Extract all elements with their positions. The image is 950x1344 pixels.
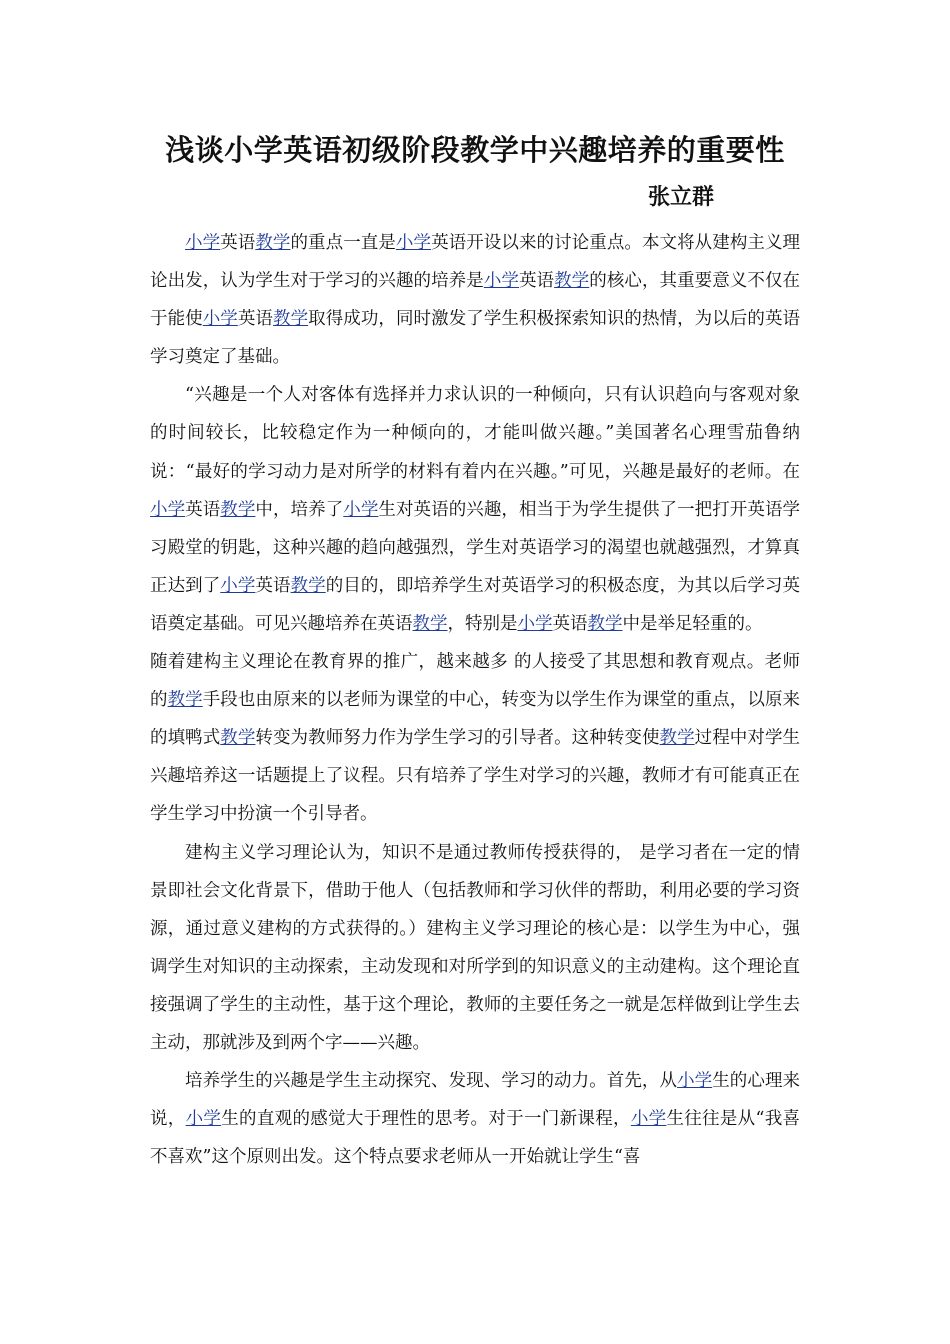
paragraph-text: 取得成功，同时激发了学生积极探索知识的热情，为以后的英语学习奠定了基础。 [150, 309, 801, 368]
paragraph-text: 中，培养了 [255, 499, 344, 520]
keyword-link[interactable]: 教学 [587, 613, 623, 634]
document-title: 浅谈小学英语初级阶段教学中兴趣培养的重要性 [165, 133, 785, 167]
paragraph-text: 英语 [255, 575, 291, 596]
paragraph-text: 生对英语的兴趣，相当于为学生提供了一把打开英语学习殿堂的钥匙，这种兴趣的趋向越强烈，学生对英语学习的渴望也就越强烈，才算真正达到了 [150, 499, 801, 596]
keyword-link[interactable]: 小学 [343, 499, 379, 520]
paragraph [150, 376, 800, 643]
paragraph-text: 建构主义学习理论认为，知识不是通过教师传授获得的， 是学习者在一定的情景即社会文化背景下，借助于他人（包括教师和学习伙伴的帮助，利用必要的学习资源，通过意义建构的方式获得的。）建构主义学习理论的核心是：以学生为中心，强调学生对知识的主动探索，主动发现和对所学到的知识意义的主动建构。这个理论直接强调了学生的主动性，基于这个理论，教师的主要任务之一就是怎样做到让学生去主动，那就涉及到两个字——兴趣。 [150, 842, 800, 1053]
paragraph-text: 生的心理来说， [150, 1071, 801, 1130]
paragraph-text: 的重点一直是 [290, 233, 396, 253]
paragraph-text: 英语开设以来的讨论重点。本文将从建构主义理论出发，认为学生对于学习的兴趣的培养是 [150, 233, 801, 292]
keyword-link[interactable]: 小学 [220, 575, 256, 596]
paragraph-text: 英语 [552, 613, 588, 634]
paragraph-text: 随着建构主义理论在教育界的推广，越来越多 的人接受了其思想和教育观点。老师的 [150, 652, 800, 711]
paragraph-text: 培养学生的兴趣是学生主动探究、发现、学习的动力。首先，从 [185, 1071, 678, 1092]
keyword-link[interactable]: 小学 [483, 271, 519, 292]
paragraph [150, 643, 800, 833]
keyword-link[interactable]: 小学 [185, 1109, 222, 1130]
keyword-link[interactable]: 教学 [167, 690, 203, 711]
paragraph-text: 手段也由原来的以老师为课堂的中心，转变为以学生作为课堂的重点，以原来的填鸭式 [150, 690, 801, 749]
paragraph-text: 的核心，其重要意义不仅在于能使 [150, 271, 801, 330]
keyword-link[interactable]: 教学 [220, 499, 256, 520]
keyword-link[interactable]: 教学 [659, 728, 695, 749]
paragraph-text: 英语 [518, 271, 555, 292]
paragraph-text: 英语 [237, 309, 273, 330]
keyword-link[interactable]: 教学 [273, 309, 309, 330]
paragraph-text: 转变为教师努力作为学生学习的引导者。这种转变使 [255, 728, 660, 749]
document-body [150, 224, 800, 1176]
paragraph-text: 的目的，即培养学生对英语学习的积极态度，为其以后学习英语奠定基础。可见兴趣培养在英语 [150, 575, 801, 634]
keyword-link[interactable]: 教学 [290, 575, 326, 596]
document-author: 张立群 [648, 185, 715, 210]
keyword-link[interactable]: 小学 [150, 499, 186, 520]
paragraph-text: “兴趣是一个人对客体有选择并力求认识的一种倾向，只有认识趋向与客观对象的时间较长，比较稳定作为一种倾向的，才能叫做兴趣。”美国著名心理雪茄鲁纳说：“最好的学习动力是对所学的材料有着内在兴趣。”可见，兴趣是最好的老师。在 [150, 385, 800, 482]
paragraph-text: 中是举足轻重的。 [622, 613, 763, 634]
keyword-link[interactable]: 教学 [554, 271, 590, 292]
keyword-link[interactable]: 小学 [677, 1071, 713, 1092]
keyword-link[interactable]: 教学 [412, 613, 448, 634]
paragraph [150, 834, 800, 1063]
keyword-link[interactable]: 教学 [255, 233, 291, 253]
paragraph-text: 英语 [220, 233, 256, 253]
paragraph-text: 英语 [185, 499, 221, 520]
keyword-link[interactable]: 小学 [202, 309, 238, 330]
keyword-link[interactable]: 教学 [220, 728, 256, 749]
paragraph-text: 生的直观的感觉大于理性的思考。对于一门新课程， [221, 1109, 631, 1130]
paragraph-text: ，特别是 [447, 613, 518, 634]
paragraph [150, 1062, 800, 1176]
keyword-link[interactable]: 小学 [185, 233, 221, 253]
keyword-link[interactable]: 小学 [630, 1109, 667, 1130]
keyword-link[interactable]: 小学 [395, 233, 432, 253]
keyword-link[interactable]: 小学 [517, 613, 553, 634]
paragraph [150, 224, 800, 376]
paragraph-text: 过程中对学生兴趣培养这一话题提上了议程。只有培养了学生对学习的兴趣，教师才有可能真正在学生学习中扮演一个引导者。 [150, 728, 801, 825]
paragraph-text: 生往往是从“我喜不喜欢”这个原则出发。这个特点要求老师从一开始就让学生“喜 [150, 1109, 801, 1168]
